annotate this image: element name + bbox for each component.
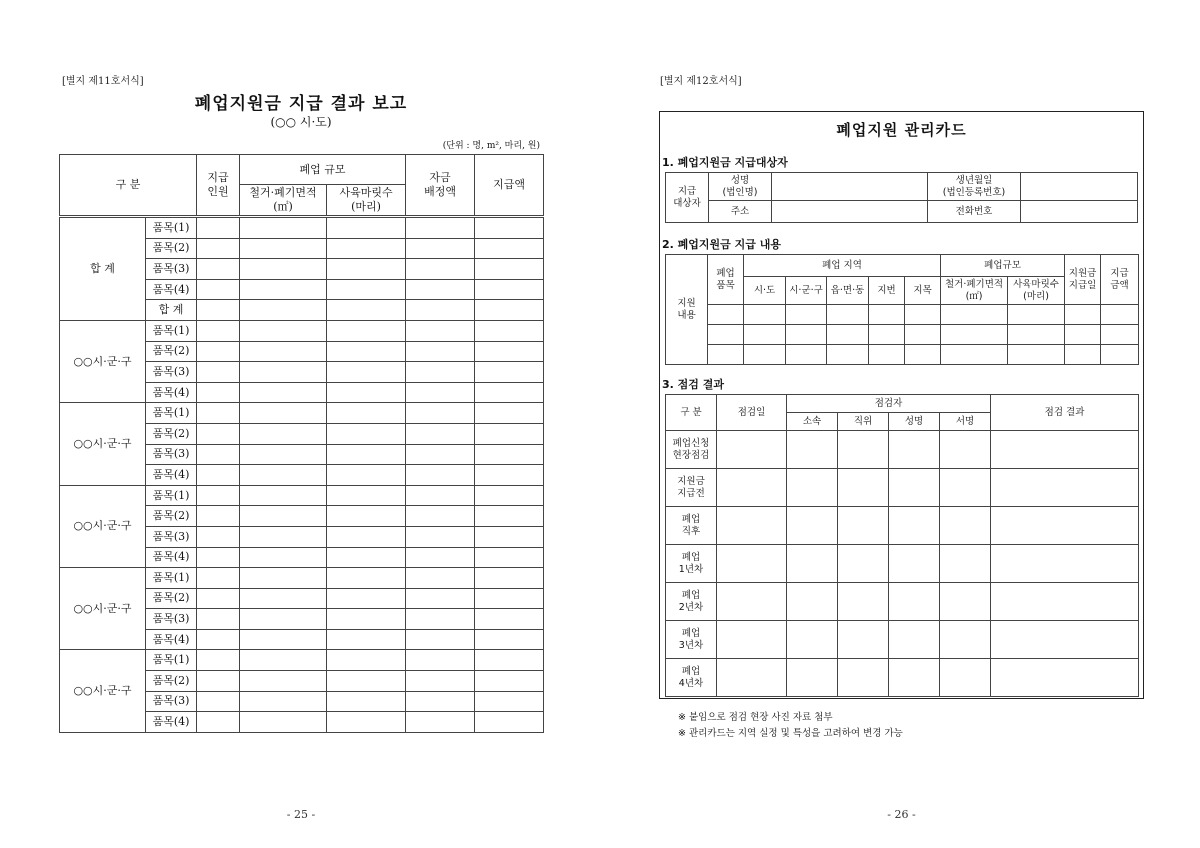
cell-paid: [475, 382, 544, 403]
inspection-cell: [838, 431, 889, 469]
region-group-label: ○○시·군·구: [60, 403, 146, 485]
cell-heads: [327, 238, 406, 259]
cell-heads: [327, 568, 406, 589]
cell-paid: [475, 320, 544, 341]
inspection-category-label: 구 분: [666, 395, 717, 431]
cell-allocated: [406, 341, 475, 362]
item-label: 품목(3): [146, 259, 197, 280]
cell-heads: [327, 217, 406, 239]
cell-people: [197, 588, 240, 609]
cell-people: [197, 382, 240, 403]
cell-area: [240, 217, 327, 239]
cell-allocated: [406, 465, 475, 486]
inspector-label: 점검자: [787, 395, 991, 413]
cell-allocated: [406, 238, 475, 259]
birth-value: [1021, 173, 1138, 201]
inspection-table: [665, 394, 1139, 697]
cell-area: [240, 691, 327, 712]
inspection-cell: [940, 431, 991, 469]
inspection-row: [666, 583, 1139, 621]
item-label: 품목(1): [146, 320, 197, 341]
table-row: [60, 403, 544, 424]
cell-paid: [475, 259, 544, 280]
support-row: [666, 325, 1139, 345]
cell-people: [197, 423, 240, 444]
cell-area: [240, 300, 327, 321]
cell-area: [240, 526, 327, 547]
cell-allocated: [406, 568, 475, 589]
cell-paid: [475, 403, 544, 424]
cell-paid: [475, 588, 544, 609]
cell-people: [197, 629, 240, 650]
support-row: [666, 305, 1139, 325]
inspection-cell: [717, 507, 787, 545]
cell-area: [240, 547, 327, 568]
cell-allocated: [406, 671, 475, 692]
cell-heads: [327, 485, 406, 506]
cell-heads: [327, 362, 406, 383]
inspection-cell: [787, 469, 838, 507]
inspection-cell: [838, 507, 889, 545]
note-photo: ※ 붙임으로 점검 현장 사진 자료 첨부: [678, 712, 833, 723]
region-group-label: ○○시·군·구: [60, 650, 146, 732]
cell-area: [240, 403, 327, 424]
dept-label: 소속: [787, 413, 838, 431]
cell-heads: [327, 320, 406, 341]
cell-area: [240, 382, 327, 403]
cell-heads: [327, 444, 406, 465]
item-label: 품목(3): [146, 609, 197, 630]
cell-area: [240, 506, 327, 527]
cell-people: [197, 300, 240, 321]
cell-area: [240, 423, 327, 444]
item-label: 품목(3): [146, 691, 197, 712]
phone-value: [1021, 201, 1138, 223]
cell-paid: [475, 712, 544, 733]
inspection-stage-label: 폐업신청 현장점검: [666, 431, 717, 469]
cell-people: [197, 362, 240, 383]
cell-heads: [327, 547, 406, 568]
cell-paid: [475, 238, 544, 259]
area-label: 철거·폐기면적 (㎡): [941, 277, 1008, 305]
cell-people: [197, 712, 240, 733]
report-subtitle: (○○ 시·도): [270, 115, 332, 129]
cell-allocated: [406, 609, 475, 630]
address-value: [772, 201, 928, 223]
cell-heads: [327, 279, 406, 300]
cell-paid: [475, 609, 544, 630]
cell-heads: [327, 629, 406, 650]
inspection-row: [666, 545, 1139, 583]
item-label: 품목(2): [146, 341, 197, 362]
inspection-cell: [940, 583, 991, 621]
cell-paid: [475, 650, 544, 671]
inspection-cell: [889, 431, 940, 469]
item-label: 품목(2): [146, 671, 197, 692]
cell-people: [197, 238, 240, 259]
cell-heads: [327, 671, 406, 692]
cell-people: [197, 444, 240, 465]
inspection-cell: [889, 659, 940, 697]
heads-label: 사육마릿수 (마리): [1008, 277, 1065, 305]
cell-paid: [475, 423, 544, 444]
inspection-cell: [787, 583, 838, 621]
inspection-cell: [787, 621, 838, 659]
section-1-title: 1. 폐업지원금 지급대상자: [662, 156, 788, 169]
cell-area: [240, 341, 327, 362]
cell-people: [197, 506, 240, 527]
cell-heads: [327, 259, 406, 280]
item-label: 품목(1): [146, 568, 197, 589]
sido-label: 시·도: [744, 277, 786, 305]
recipient-label: 지급 대상자: [666, 173, 709, 223]
cell-people: [197, 279, 240, 300]
inspection-cell: [717, 659, 787, 697]
cell-area: [240, 629, 327, 650]
inspection-cell: [940, 621, 991, 659]
cell-allocated: [406, 362, 475, 383]
cell-allocated: [406, 382, 475, 403]
header-category: 구 분: [60, 155, 197, 217]
inspection-stage-label: 폐업 4년차: [666, 659, 717, 697]
inspection-cell: [991, 583, 1139, 621]
inspection-row: [666, 621, 1139, 659]
inspection-cell: [838, 469, 889, 507]
cell-allocated: [406, 485, 475, 506]
cell-area: [240, 671, 327, 692]
inspection-cell: [940, 659, 991, 697]
inspection-stage-label: 지원금 지급전: [666, 469, 717, 507]
address-label: 주소: [709, 201, 772, 223]
region-group-label: ○○시·군·구: [60, 320, 146, 402]
inspection-row: [666, 507, 1139, 545]
inspection-cell: [838, 583, 889, 621]
item-label: 품목(2): [146, 506, 197, 527]
inspection-row: [666, 469, 1139, 507]
inspection-cell: [889, 469, 940, 507]
item-label: 품목(2): [146, 238, 197, 259]
table-row: [60, 650, 544, 671]
cell-area: [240, 609, 327, 630]
cell-allocated: [406, 423, 475, 444]
sigungu-label: 시·군·구: [786, 277, 827, 305]
cell-people: [197, 217, 240, 239]
cell-allocated: [406, 217, 475, 239]
cell-area: [240, 650, 327, 671]
item-label: 품목(4): [146, 382, 197, 403]
cell-people: [197, 609, 240, 630]
cell-paid: [475, 568, 544, 589]
cell-people: [197, 650, 240, 671]
cell-allocated: [406, 691, 475, 712]
cell-people: [197, 320, 240, 341]
unit-note: (단위 : 명, m², 마리, 원): [442, 141, 540, 151]
inspector-name-label: 성명: [889, 413, 940, 431]
cell-people: [197, 671, 240, 692]
cell-allocated: [406, 547, 475, 568]
payment-result-table: [59, 154, 544, 733]
cell-people: [197, 568, 240, 589]
cell-people: [197, 259, 240, 280]
inspection-cell: [717, 621, 787, 659]
report-title: 폐업지원금 지급 결과 보고: [194, 94, 408, 114]
inspection-cell: [889, 507, 940, 545]
cell-heads: [327, 403, 406, 424]
cell-heads: [327, 382, 406, 403]
cell-area: [240, 320, 327, 341]
item-label: 품목(4): [146, 712, 197, 733]
inspection-cell: [991, 545, 1139, 583]
cell-heads: [327, 712, 406, 733]
inspection-cell: [787, 659, 838, 697]
region-group-label: ○○시·군·구: [60, 485, 146, 567]
cell-allocated: [406, 403, 475, 424]
inspection-cell: [991, 431, 1139, 469]
inspection-cell: [991, 659, 1139, 697]
recipient-table: [665, 172, 1138, 223]
pay-amount-label: 지급 금액: [1101, 255, 1139, 305]
item-label: 폐업 품목: [708, 255, 744, 305]
cell-heads: [327, 588, 406, 609]
cell-paid: [475, 279, 544, 300]
jibun-label: 지번: [869, 277, 905, 305]
cell-allocated: [406, 444, 475, 465]
cell-allocated: [406, 650, 475, 671]
cell-paid: [475, 300, 544, 321]
cell-area: [240, 465, 327, 486]
inspection-cell: [838, 545, 889, 583]
inspection-cell: [787, 545, 838, 583]
item-label: 품목(4): [146, 279, 197, 300]
cell-paid: [475, 217, 544, 239]
cell-area: [240, 238, 327, 259]
table-row: [60, 568, 544, 589]
item-label: 품목(3): [146, 526, 197, 547]
cell-allocated: [406, 320, 475, 341]
cell-people: [197, 485, 240, 506]
cell-paid: [475, 485, 544, 506]
inspection-row: [666, 431, 1139, 469]
cell-heads: [327, 506, 406, 527]
cell-paid: [475, 506, 544, 527]
pay-date-label: 지원금 지급일: [1065, 255, 1101, 305]
cell-paid: [475, 629, 544, 650]
page-number-25: - 25 -: [286, 808, 316, 821]
scale-label: 폐업규모: [941, 255, 1065, 277]
cell-area: [240, 444, 327, 465]
inspection-stage-label: 폐업 1년차: [666, 545, 717, 583]
cell-people: [197, 465, 240, 486]
table-row: [60, 485, 544, 506]
item-label: 품목(2): [146, 423, 197, 444]
form-number-11: [별지 제11호서식]: [62, 76, 144, 87]
inspection-cell: [889, 621, 940, 659]
inspection-cell: [717, 583, 787, 621]
header-allocated: 자금 배정액: [406, 155, 475, 217]
card-title: 폐업지원 관리카드: [836, 121, 967, 139]
cell-paid: [475, 341, 544, 362]
item-label: 품목(1): [146, 485, 197, 506]
item-label: 품목(4): [146, 465, 197, 486]
position-label: 직위: [838, 413, 889, 431]
name-label: 성명 (법인명): [709, 173, 772, 201]
region-group-label: ○○시·군·구: [60, 568, 146, 650]
cell-heads: [327, 465, 406, 486]
cell-heads: [327, 650, 406, 671]
table-row: [60, 217, 544, 239]
support-content-table: [665, 254, 1139, 365]
cell-people: [197, 547, 240, 568]
cell-people: [197, 403, 240, 424]
inspection-cell: [889, 583, 940, 621]
inspection-body: [666, 431, 1139, 697]
inspection-cell: [991, 621, 1139, 659]
eup-label: 읍·면·동: [827, 277, 869, 305]
cell-allocated: [406, 526, 475, 547]
item-label: 품목(3): [146, 444, 197, 465]
support-content-label: 지원 내용: [666, 255, 708, 365]
section-2-title: 2. 폐업지원금 지급 내용: [662, 238, 781, 251]
inspection-result-label: 점검 결과: [991, 395, 1139, 431]
item-label: 품목(2): [146, 588, 197, 609]
cell-paid: [475, 691, 544, 712]
inspection-cell: [838, 659, 889, 697]
inspection-cell: [717, 545, 787, 583]
cell-people: [197, 526, 240, 547]
cell-paid: [475, 465, 544, 486]
cell-paid: [475, 362, 544, 383]
cell-area: [240, 362, 327, 383]
item-label: 품목(4): [146, 629, 197, 650]
inspection-cell: [717, 469, 787, 507]
subtotal-label: 합 계: [146, 300, 197, 321]
inspection-stage-label: 폐업 3년차: [666, 621, 717, 659]
inspection-cell: [991, 507, 1139, 545]
header-heads: 사육마릿수 (마리): [327, 185, 406, 217]
item-label: 품목(1): [146, 650, 197, 671]
total-group-label: 합 계: [60, 217, 146, 321]
sign-label: 서명: [940, 413, 991, 431]
support-row: [666, 345, 1139, 365]
cell-paid: [475, 526, 544, 547]
cell-area: [240, 568, 327, 589]
inspection-cell: [787, 431, 838, 469]
inspection-cell: [717, 431, 787, 469]
jimok-label: 지목: [905, 277, 941, 305]
header-scale: 폐업 규모: [240, 155, 406, 185]
cell-heads: [327, 341, 406, 362]
cell-allocated: [406, 300, 475, 321]
section-3-title: 3. 점검 결과: [662, 378, 724, 391]
inspection-cell: [838, 621, 889, 659]
inspection-cell: [787, 507, 838, 545]
cell-allocated: [406, 712, 475, 733]
page-number-26: - 26 -: [887, 808, 916, 821]
cell-people: [197, 691, 240, 712]
inspection-cell: [940, 545, 991, 583]
header-area: 철거·폐기면적 (㎡): [240, 185, 327, 217]
name-value: [772, 173, 928, 201]
item-label: 품목(4): [146, 547, 197, 568]
table-row: [60, 320, 544, 341]
form-number-12: [별지 제12호서식]: [660, 76, 742, 87]
cell-heads: [327, 691, 406, 712]
cell-allocated: [406, 279, 475, 300]
inspection-cell: [991, 469, 1139, 507]
cell-heads: [327, 526, 406, 547]
inspection-cell: [940, 469, 991, 507]
cell-allocated: [406, 629, 475, 650]
cell-area: [240, 259, 327, 280]
cell-allocated: [406, 588, 475, 609]
inspection-row: [666, 659, 1139, 697]
cell-heads: [327, 423, 406, 444]
inspection-cell: [889, 545, 940, 583]
item-label: 품목(1): [146, 217, 197, 239]
table-body: [60, 217, 544, 733]
inspection-date-label: 점검일: [717, 395, 787, 431]
inspection-stage-label: 폐업 2년차: [666, 583, 717, 621]
cell-allocated: [406, 259, 475, 280]
item-label: 품목(3): [146, 362, 197, 383]
item-label: 품목(1): [146, 403, 197, 424]
cell-heads: [327, 609, 406, 630]
region-label: 폐업 지역: [744, 255, 941, 277]
cell-area: [240, 485, 327, 506]
inspection-stage-label: 폐업 직후: [666, 507, 717, 545]
cell-area: [240, 712, 327, 733]
birth-label: 생년월일 (법인등록번호): [928, 173, 1021, 201]
header-paid: 지급액: [475, 155, 544, 217]
cell-heads: [327, 300, 406, 321]
cell-area: [240, 588, 327, 609]
cell-area: [240, 279, 327, 300]
phone-label: 전화번호: [928, 201, 1021, 223]
cell-paid: [475, 671, 544, 692]
inspection-cell: [940, 507, 991, 545]
cell-paid: [475, 444, 544, 465]
note-changeable: ※ 관리카드는 지역 실정 및 특성을 고려하여 변경 가능: [678, 728, 903, 739]
cell-paid: [475, 547, 544, 568]
header-people: 지급 인원: [197, 155, 240, 217]
cell-allocated: [406, 506, 475, 527]
cell-people: [197, 341, 240, 362]
